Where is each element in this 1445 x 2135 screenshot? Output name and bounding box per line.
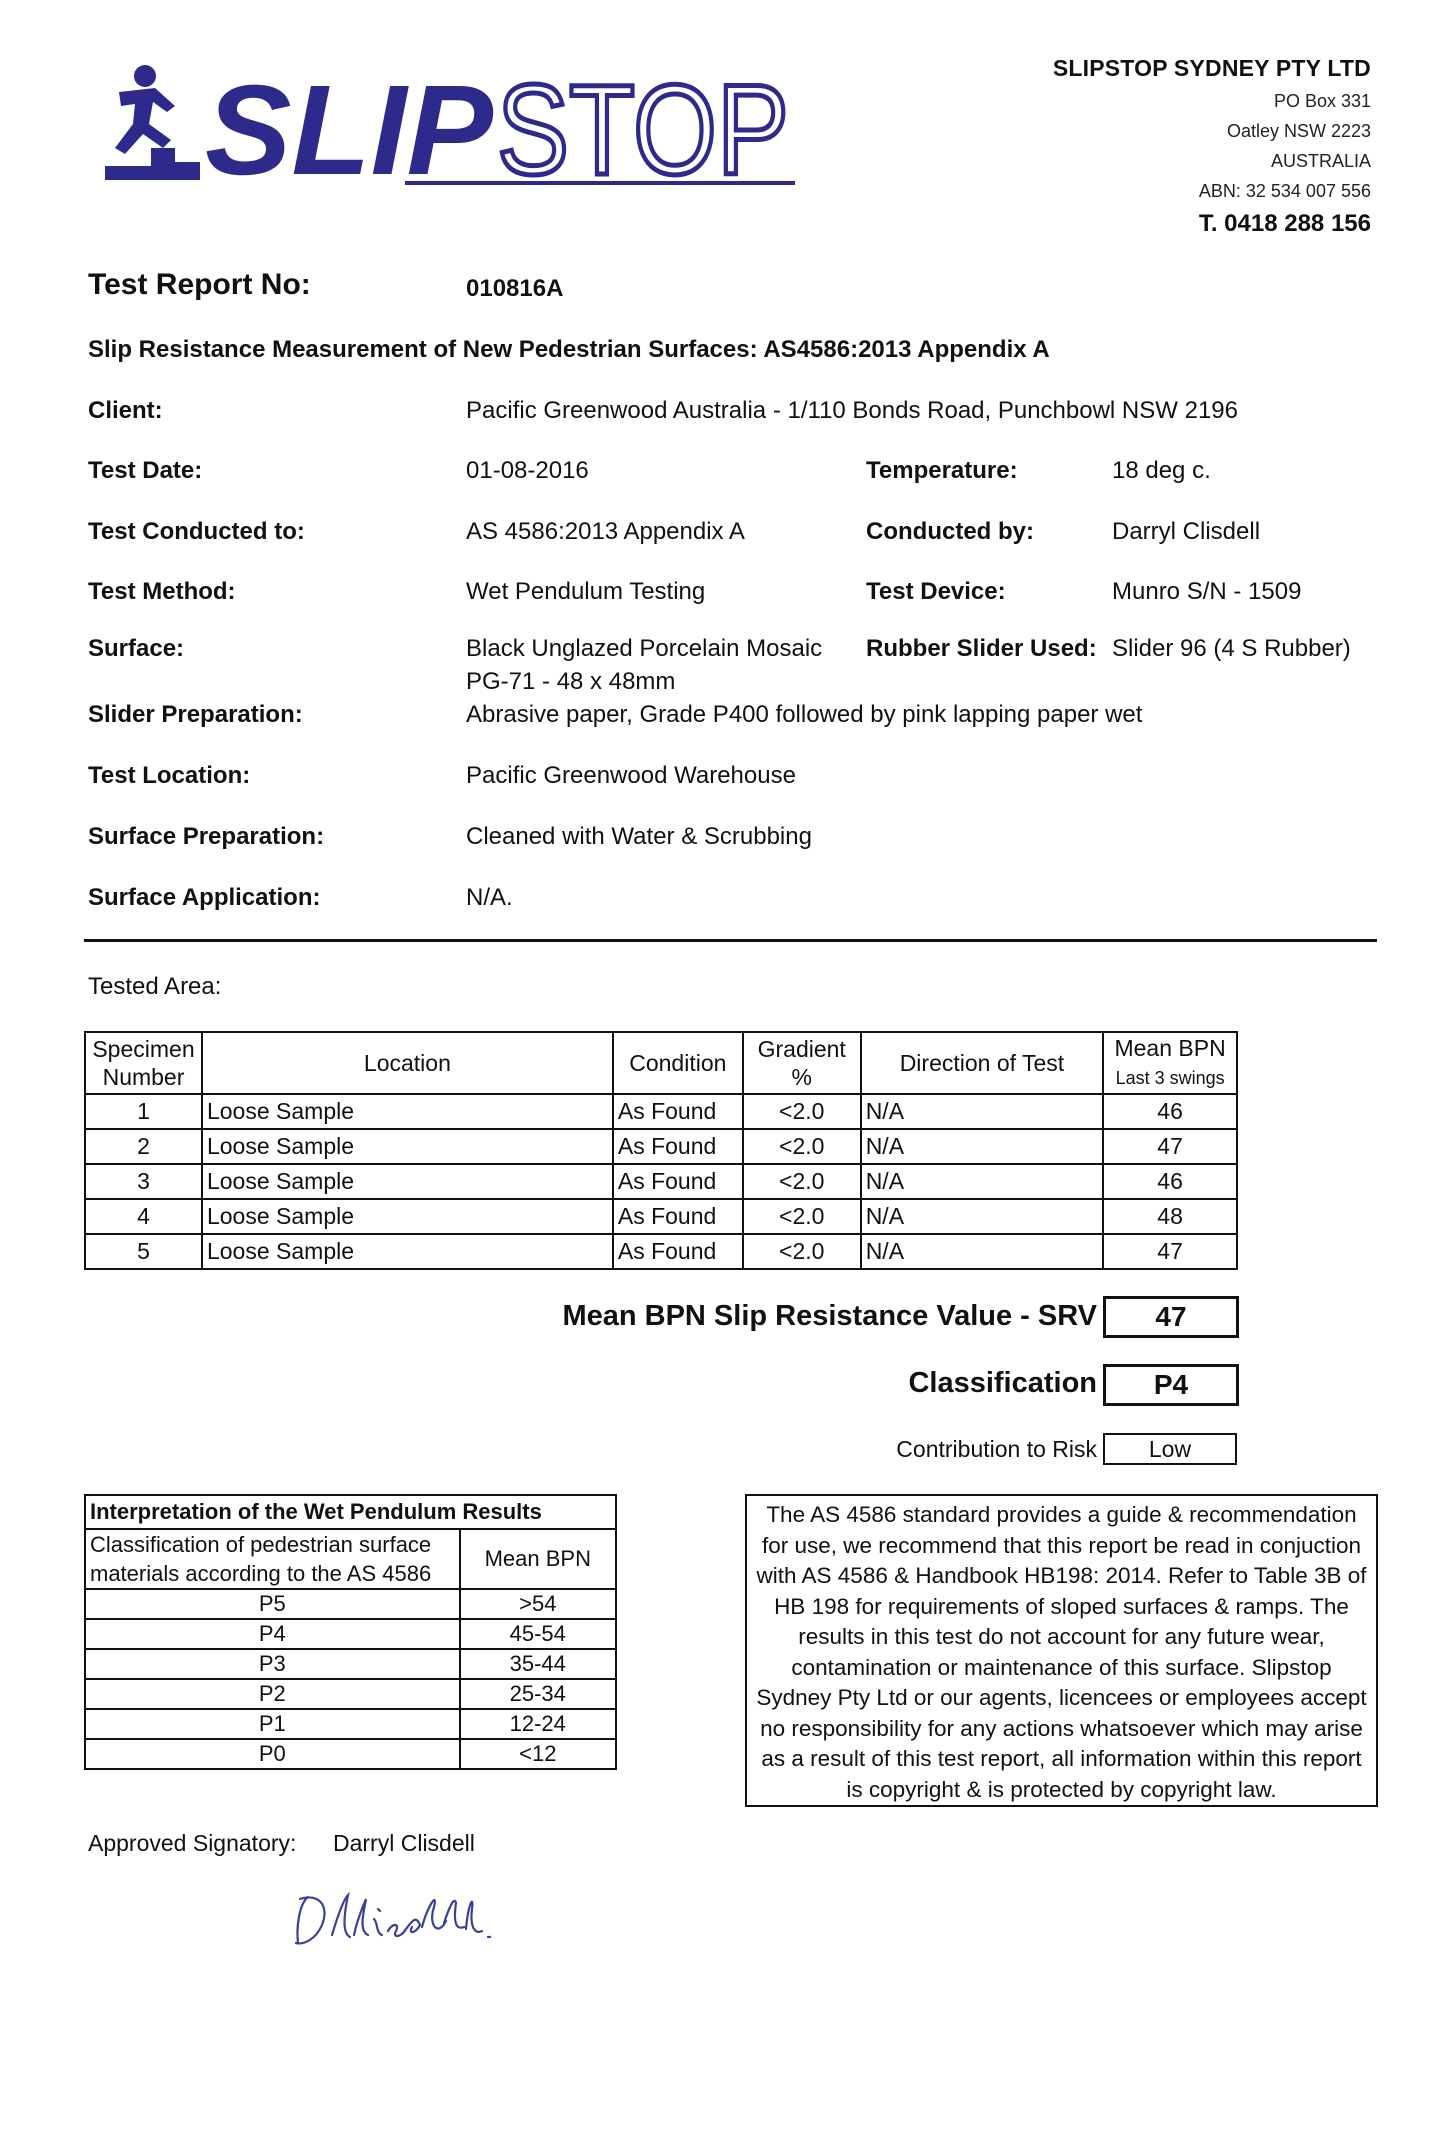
slider-label: Rubber Slider Used: [866, 635, 1097, 662]
company-name: SLIPSTOP SYDNEY PTY LTD [1052, 55, 1371, 81]
header-mean-bpn: Mean BPN Last 3 swings [1103, 1032, 1237, 1094]
srv-label: Mean BPN Slip Resistance Value - SRV [562, 1300, 1097, 1332]
cell-class: P5 [85, 1589, 460, 1619]
cell-location: Loose Sample [202, 1199, 613, 1234]
cell-location: Loose Sample [202, 1129, 613, 1164]
signature [288, 1885, 508, 1955]
cell-bpn: 46 [1103, 1164, 1237, 1199]
cell-specimen: 1 [85, 1094, 202, 1129]
temperature-value: 18 deg c. [1112, 457, 1211, 484]
cell-specimen: 5 [85, 1234, 202, 1269]
device-value: Munro S/N - 1509 [1112, 578, 1302, 605]
test-date-label: Test Date: [88, 457, 203, 484]
cell-class: P2 [85, 1679, 460, 1709]
cell-bpn: 47 [1103, 1129, 1237, 1164]
table-row [85, 1234, 1237, 1269]
cell-direction: N/A [861, 1129, 1104, 1164]
cell-condition: As Found [613, 1199, 743, 1234]
cell-bpn: 48 [1103, 1199, 1237, 1234]
table-row [85, 1679, 616, 1709]
cell-direction: N/A [861, 1164, 1104, 1199]
report-number: 010816A [466, 275, 564, 302]
cell-class: P3 [85, 1649, 460, 1679]
location-label: Test Location: [88, 762, 251, 789]
cell-specimen: 2 [85, 1129, 202, 1164]
srv-value: 47 [1103, 1296, 1239, 1338]
classification-label: Classification [908, 1367, 1097, 1399]
company-address-line: AUSTRALIA [1270, 151, 1371, 171]
cell-class: P4 [85, 1619, 460, 1649]
cell-bpn-range: >54 [460, 1589, 616, 1619]
interpretation-title: Interpretation of the Wet Pendulum Results [85, 1495, 616, 1529]
cell-bpn-range: 35-44 [460, 1649, 616, 1679]
results-table [84, 1031, 1238, 1270]
report-number-label: Test Report No: [88, 268, 311, 301]
cell-direction: N/A [861, 1234, 1104, 1269]
risk-label: Contribution to Risk [896, 1436, 1097, 1462]
cell-bpn-range: <12 [460, 1739, 616, 1769]
cell-class: P1 [85, 1709, 460, 1739]
header-direction: Direction of Test [861, 1032, 1104, 1094]
slipstop-logo-graphic [105, 59, 805, 202]
cell-gradient: <2.0 [743, 1094, 861, 1129]
header-condition: Condition [613, 1032, 743, 1094]
company-address-line: Oatley NSW 2223 [1226, 121, 1371, 141]
person-on-stairs-icon [105, 65, 200, 180]
approved-signatory-name: Darryl Clisdell [333, 1830, 475, 1856]
cell-class: P0 [85, 1739, 460, 1769]
cell-bpn-range: 12-24 [460, 1709, 616, 1739]
cell-bpn: 46 [1103, 1094, 1237, 1129]
cell-location: Loose Sample [202, 1234, 613, 1269]
client-label: Client: [88, 397, 163, 424]
interpretation-col1-header: Classification of pedestrian surface materials according to the AS 4586 [85, 1529, 460, 1589]
approved-signatory-label: Approved Signatory: [88, 1830, 297, 1856]
cell-bpn-range: 45-54 [460, 1619, 616, 1649]
cell-gradient: <2.0 [743, 1199, 861, 1234]
conducted-by-value: Darryl Clisdell [1112, 518, 1261, 545]
svg-text:STOP: STOP [497, 59, 789, 202]
cell-specimen: 3 [85, 1164, 202, 1199]
table-row [85, 1164, 1237, 1199]
interpretation-table [84, 1494, 617, 1770]
surface-prep-value: Cleaned with Water & Scrubbing [466, 823, 812, 850]
interpretation-col2-header: Mean BPN [460, 1529, 616, 1589]
cell-bpn-range: 25-34 [460, 1679, 616, 1709]
table-row [85, 1589, 616, 1619]
cell-gradient: <2.0 [743, 1129, 861, 1164]
slider-prep-value: Abrasive paper, Grade P400 followed by pink lapping paper wet [466, 701, 1143, 728]
cell-direction: N/A [861, 1094, 1104, 1129]
method-value: Wet Pendulum Testing [466, 578, 706, 605]
results-header-row [85, 1032, 1237, 1094]
signature-graphic [288, 1885, 508, 1955]
header-gradient: Gradient % [743, 1032, 861, 1094]
table-row [85, 1709, 616, 1739]
surface-app-label: Surface Application: [88, 884, 321, 911]
company-abn: ABN: 32 534 007 556 [1198, 181, 1371, 201]
company-address-line: PO Box 331 [1273, 91, 1371, 111]
report-title: Slip Resistance Measurement of New Pedestrian Surfaces: AS4586:2013 Appendix A [88, 336, 1050, 363]
table-row [85, 1129, 1237, 1164]
cell-location: Loose Sample [202, 1094, 613, 1129]
surface-prep-label: Surface Preparation: [88, 823, 325, 850]
method-label: Test Method: [88, 578, 236, 605]
cell-direction: N/A [861, 1199, 1104, 1234]
table-row [85, 1094, 1237, 1129]
device-label: Test Device: [866, 578, 1006, 605]
surface-value-line2: PG-71 - 48 x 48mm [466, 668, 676, 695]
cell-condition: As Found [613, 1094, 743, 1129]
test-date-value: 01-08-2016 [466, 457, 589, 484]
section-divider [84, 939, 1377, 942]
client-value: Pacific Greenwood Australia - 1/110 Bonds Road, Punchbowl NSW 2196 [466, 397, 1238, 424]
table-row [85, 1739, 616, 1769]
slider-value: Slider 96 (4 S Rubber) [1112, 635, 1351, 662]
cell-gradient: <2.0 [743, 1164, 861, 1199]
risk-value: Low [1103, 1433, 1237, 1465]
cell-bpn: 47 [1103, 1234, 1237, 1269]
cell-location: Loose Sample [202, 1164, 613, 1199]
svg-text:SLIP: SLIP [205, 59, 494, 202]
table-row [85, 1649, 616, 1679]
surface-label: Surface: [88, 635, 185, 662]
cell-condition: As Found [613, 1164, 743, 1199]
slider-prep-label: Slider Preparation: [88, 701, 303, 728]
surface-app-value: N/A. [466, 884, 513, 911]
disclaimer-box: The AS 4586 standard provides a guide & recommendation for use, we recommend that this report be read in conjuction with AS 4586 & Handbook HB198: 2014. Refer to Table 3B of HB 198 for requirements of sloped surfaces & ramps. The results in this test do not account for any future wear, contamination or maintenance of this surface. Slipstop Sydney Pty Ltd or our agents, licencees or employees accept no responsibility for any actions whatsoever which may arise as a result of this test report, all information within this report is copyright & is protected by copyright law. [745, 1494, 1378, 1807]
temperature-label: Temperature: [866, 457, 1018, 484]
conducted-to-label: Test Conducted to: [88, 518, 305, 545]
location-value: Pacific Greenwood Warehouse [466, 762, 796, 789]
company-info [1053, 55, 1371, 238]
header-specimen: Specimen Number [85, 1032, 202, 1094]
cell-gradient: <2.0 [743, 1234, 861, 1269]
company-phone: T. 0418 288 156 [1198, 210, 1371, 237]
classification-value: P4 [1103, 1364, 1239, 1406]
header-location: Location [202, 1032, 613, 1094]
table-row [85, 1619, 616, 1649]
cell-condition: As Found [613, 1129, 743, 1164]
cell-specimen: 4 [85, 1199, 202, 1234]
tested-area-label: Tested Area: [88, 973, 222, 1000]
conducted-by-label: Conducted by: [866, 518, 1034, 545]
surface-value-line1: Black Unglazed Porcelain Mosaic [466, 635, 823, 662]
cell-condition: As Found [613, 1234, 743, 1269]
table-row [85, 1199, 1237, 1234]
conducted-to-value: AS 4586:2013 Appendix A [466, 518, 745, 545]
slipstop-logo [105, 59, 805, 202]
